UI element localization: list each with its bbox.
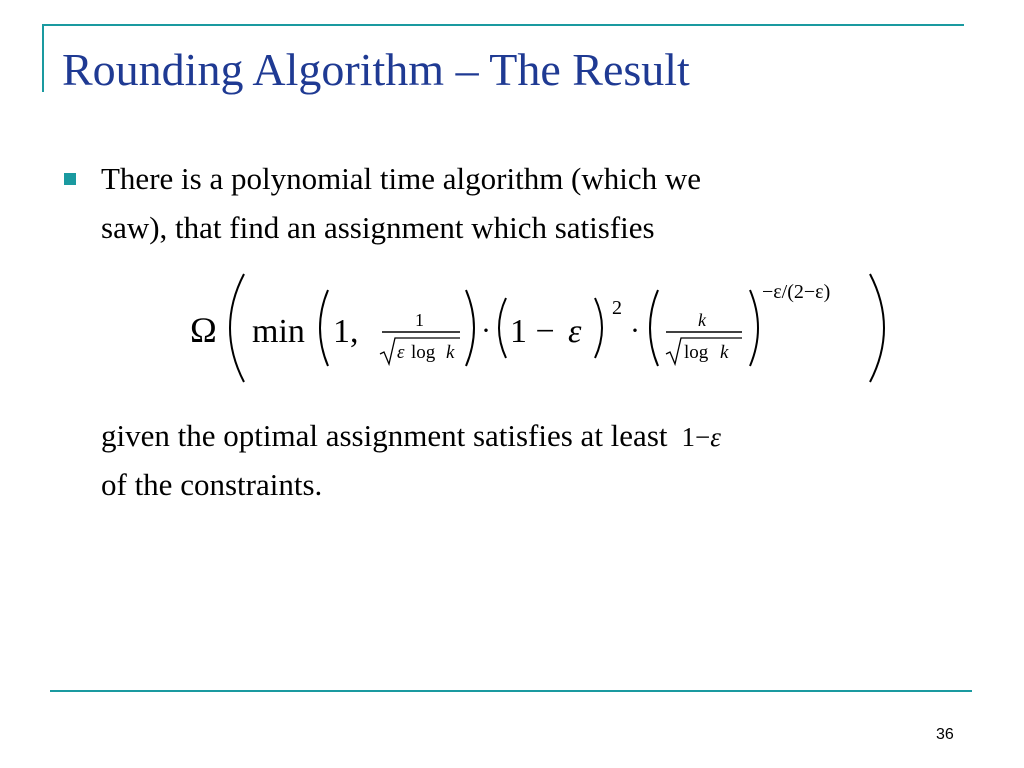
page-number: 36 [936,726,954,743]
inline-epsilon: ε [710,422,721,452]
continuation-text-1: given the optimal assignment satisfies at least [101,418,668,453]
formula-square-exponent: 2 [612,297,622,319]
formula-frac2-den-k: k [720,342,729,363]
formula-frac2-right-paren [750,290,758,366]
inline-one-minus: 1− [681,422,711,452]
formula-min-right-paren [466,290,474,366]
formula-frac1-den-log: log [411,342,436,363]
formula-one-minus: 1 − [510,313,555,350]
formula-one-comma: 1, [333,313,359,350]
formula-min: min [252,313,305,350]
inline-one-minus-epsilon [682,422,721,452]
formula-min-left-paren [320,290,328,366]
slide-frame-bottom-rule [50,690,972,692]
formula-frac1-den-k: k [446,342,455,363]
slide-title: Rounding Algorithm – The Result [62,44,690,95]
bullet-text-line-1: There is a polynomial time algorithm (which we [101,161,702,196]
formula-outer-right-paren [870,274,884,382]
continuation-text-line-2: of the constraints. [101,467,323,502]
slide-frame-left-rule [42,24,44,92]
formula-omega: Ω [190,310,217,350]
formula-outer-left-paren [230,274,244,382]
formula-dot-1: · [481,314,491,347]
formula-frac1-den-eps: ε [397,342,405,363]
approximation-formula [190,268,900,390]
bullet-text-line-2: saw), that find an assignment which satisfies [101,210,655,245]
formula-eps-right-paren [595,298,602,358]
continuation-text-line-1 [101,417,721,454]
formula-power-exponent: −ε/(2−ε) [762,281,831,303]
bullet-square-icon [64,173,76,185]
formula-dot-2: · [630,314,640,347]
formula-epsilon: ε [568,313,582,350]
formula-eps-left-paren [499,298,506,358]
formula-frac2-left-paren [650,290,658,366]
formula-frac2-den-log: log [684,342,709,363]
formula-frac1-numerator: 1 [415,310,424,330]
slide-frame-top-rule [42,24,964,26]
formula-frac2-numerator: k [698,310,706,330]
